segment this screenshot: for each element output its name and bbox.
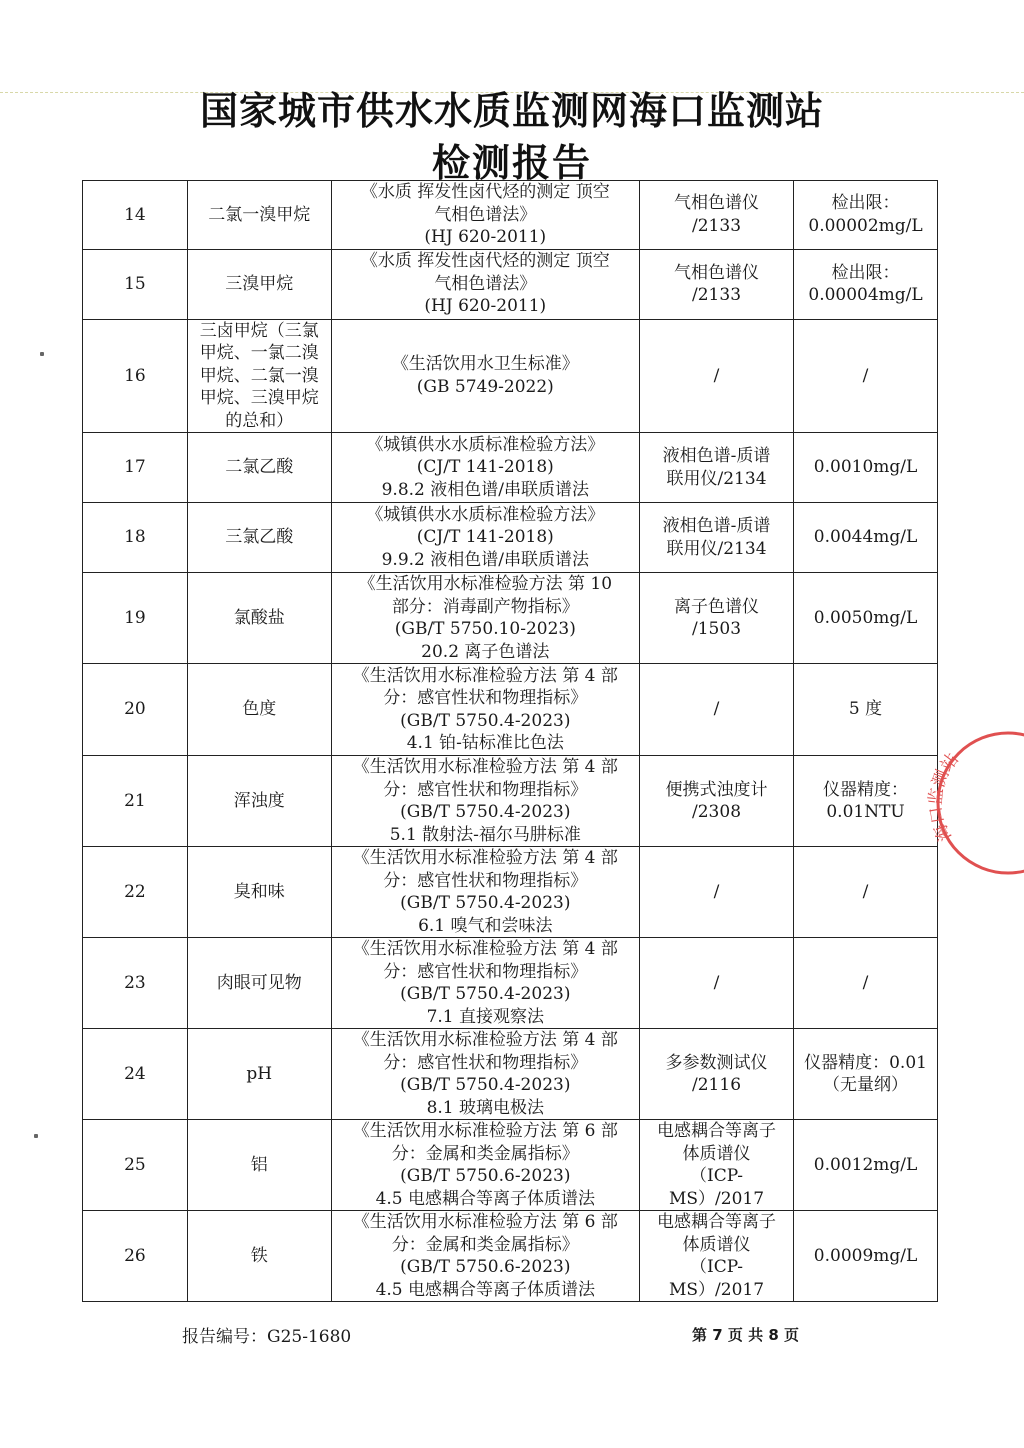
test-item-line: 三溴甲烷 bbox=[225, 273, 294, 294]
instrument-line: 体质谱仪 bbox=[682, 1143, 751, 1164]
test-item-line: 氯酸盐 bbox=[233, 607, 285, 628]
row-number-cell: 25 bbox=[83, 1120, 188, 1211]
instrument-cell bbox=[639, 847, 793, 938]
page-number: 第 7 页 共 8 页 bbox=[692, 1326, 799, 1344]
method-line: (CJ/T 141-2018) bbox=[416, 527, 554, 548]
method-cell bbox=[331, 319, 639, 433]
method-line: 8.1 玻璃电极法 bbox=[426, 1097, 545, 1118]
instrument-line: 液相色谱-质谱 bbox=[662, 446, 771, 466]
method-line: 气相色谱法》 bbox=[434, 273, 537, 294]
detection-limit-line: 0.0012mg/L bbox=[813, 1154, 918, 1175]
method-line: (GB/T 5750.6-2023) bbox=[400, 1166, 571, 1186]
detection-limit-line: 0.0044mg/L bbox=[813, 527, 918, 548]
method-cell bbox=[331, 181, 639, 250]
row-number-cell: 18 bbox=[83, 503, 188, 573]
method-cell bbox=[331, 938, 639, 1029]
test-item-line: 臭和味 bbox=[233, 881, 285, 902]
method-line: 4.1 铂-钴标准比色法 bbox=[406, 733, 564, 753]
instrument-cell bbox=[639, 756, 793, 847]
test-item-cell bbox=[187, 938, 331, 1029]
detection-limit-line: 0.01NTU bbox=[826, 802, 905, 822]
method-line: 《水质 挥发性卤代烃的测定 顶空 bbox=[360, 182, 610, 202]
method-cell bbox=[331, 503, 639, 573]
table-row bbox=[83, 756, 938, 847]
instrument-line: /1503 bbox=[692, 619, 742, 639]
detection-limit-cell bbox=[794, 503, 938, 573]
table-row bbox=[83, 847, 938, 938]
test-methods-table bbox=[82, 180, 938, 1302]
method-line: 分：金属和类金属指标》 bbox=[391, 1143, 579, 1164]
detection-limit-line: 0.00002mg/L bbox=[808, 215, 923, 236]
test-item-line: 三卤甲烷（三氯 bbox=[199, 320, 319, 341]
method-line: 《水质 挥发性卤代烃的测定 顶空 bbox=[360, 251, 610, 272]
method-cell bbox=[331, 1120, 639, 1211]
method-line: 4.5 电感耦合等离子体质谱法 bbox=[375, 1279, 596, 1300]
row-number-cell: 15 bbox=[83, 249, 188, 319]
instrument-line: （ICP-MS）/2017 bbox=[669, 1166, 765, 1209]
method-line: 《城镇供水水质标准检验方法》 bbox=[366, 434, 605, 455]
method-line: 《生活饮用水标准检验方法 第 4 部 bbox=[352, 848, 618, 868]
method-line: 7.1 直接观察法 bbox=[426, 1006, 545, 1027]
detection-limit-line: （无量纲） bbox=[823, 1075, 909, 1095]
method-line: (GB/T 5750.4-2023) bbox=[400, 893, 571, 913]
method-line: (GB/T 5750.4-2023) bbox=[400, 710, 571, 731]
detection-limit-line: 检出限： bbox=[831, 262, 900, 283]
detection-limit-cell bbox=[794, 1029, 938, 1120]
instrument-cell bbox=[639, 1120, 793, 1211]
test-item-line: 的总和） bbox=[225, 410, 294, 431]
method-line: 9.8.2 液相色谱/串联质谱法 bbox=[381, 479, 589, 500]
test-item-cell bbox=[187, 249, 331, 319]
instrument-cell bbox=[639, 573, 793, 664]
detection-limit-line: 0.0010mg/L bbox=[813, 457, 918, 478]
instrument-line: 液相色谱-质谱 bbox=[662, 516, 771, 536]
test-item-line: 二氯一溴甲烷 bbox=[208, 204, 311, 225]
table-row bbox=[83, 433, 938, 503]
test-item-cell bbox=[187, 756, 331, 847]
test-item-line: 甲烷、一氯二溴 bbox=[199, 343, 319, 363]
method-line: (CJ/T 141-2018) bbox=[416, 457, 554, 478]
instrument-cell bbox=[639, 1211, 793, 1302]
method-line: 4.5 电感耦合等离子体质谱法 bbox=[375, 1188, 596, 1209]
test-item-cell bbox=[187, 319, 331, 433]
method-cell bbox=[331, 1029, 639, 1120]
instrument-line: 联用仪/2134 bbox=[666, 468, 767, 489]
method-line: 分：金属和类金属指标》 bbox=[391, 1234, 579, 1255]
test-item-cell bbox=[187, 664, 331, 756]
instrument-line: 电感耦合等离子 bbox=[657, 1212, 777, 1232]
test-item-line: 甲烷、三溴甲烷 bbox=[199, 388, 319, 408]
row-number-cell: 19 bbox=[83, 573, 188, 664]
official-seal-stamp bbox=[925, 718, 1024, 888]
detection-limit-line: 0.0050mg/L bbox=[813, 607, 918, 628]
method-line: 分：感官性状和物理指标》 bbox=[383, 1052, 588, 1073]
instrument-line: /2133 bbox=[692, 215, 742, 236]
instrument-cell bbox=[639, 181, 793, 250]
detection-limit-line: 仪器精度： bbox=[823, 779, 909, 800]
detection-limit-line: / bbox=[862, 365, 869, 386]
method-cell bbox=[331, 249, 639, 319]
method-line: 《生活饮用水标准检验方法 第 4 部 bbox=[352, 665, 618, 686]
table-row bbox=[83, 664, 938, 756]
row-number-cell: 26 bbox=[83, 1211, 188, 1302]
method-line: 《生活饮用水标准检验方法 第 4 部 bbox=[352, 1030, 618, 1050]
test-item-line: pH bbox=[246, 1063, 273, 1084]
row-number-cell: 22 bbox=[83, 847, 188, 938]
test-item-line: 铁 bbox=[250, 1245, 268, 1266]
detection-limit-line: 0.00004mg/L bbox=[808, 285, 923, 305]
method-line: 《生活饮用水标准检验方法 第 4 部 bbox=[352, 939, 618, 959]
instrument-line: 联用仪/2134 bbox=[666, 538, 767, 559]
instrument-line: /2116 bbox=[692, 1075, 742, 1095]
detection-limit-cell bbox=[794, 756, 938, 847]
row-number-cell: 14 bbox=[83, 181, 188, 250]
instrument-line: /2133 bbox=[692, 285, 742, 305]
table-row bbox=[83, 1211, 938, 1302]
method-cell bbox=[331, 664, 639, 756]
method-line: (HJ 620-2011) bbox=[424, 227, 547, 247]
method-line: 5.1 散射法-福尔马肼标准 bbox=[389, 824, 581, 845]
test-item-cell bbox=[187, 573, 331, 664]
method-cell bbox=[331, 1211, 639, 1302]
table-row bbox=[83, 573, 938, 664]
row-number-cell: 16 bbox=[83, 319, 188, 433]
instrument-line: / bbox=[713, 365, 720, 386]
instrument-line: / bbox=[713, 972, 720, 993]
table-body bbox=[83, 181, 938, 1302]
instrument-cell bbox=[639, 249, 793, 319]
method-line: 部分：消毒副产物指标》 bbox=[391, 596, 579, 617]
instrument-line: （ICP-MS）/2017 bbox=[669, 1257, 765, 1300]
instrument-line: 气相色谱仪 bbox=[674, 262, 760, 283]
instrument-cell bbox=[639, 433, 793, 503]
instrument-line: 多参数测试仪 bbox=[665, 1052, 768, 1073]
test-item-cell bbox=[187, 433, 331, 503]
detection-limit-cell bbox=[794, 433, 938, 503]
table-row bbox=[83, 1120, 938, 1211]
detection-limit-cell bbox=[794, 573, 938, 664]
test-item-cell bbox=[187, 503, 331, 573]
instrument-line: /2308 bbox=[692, 802, 742, 822]
test-item-cell bbox=[187, 181, 331, 250]
method-line: 《生活饮用水标准检验方法 第 6 部 bbox=[352, 1212, 618, 1232]
row-number-cell: 17 bbox=[83, 433, 188, 503]
detection-limit-cell bbox=[794, 938, 938, 1029]
instrument-cell bbox=[639, 938, 793, 1029]
method-line: (HJ 620-2011) bbox=[424, 296, 547, 317]
test-item-cell bbox=[187, 1211, 331, 1302]
method-line: 分：感官性状和物理指标》 bbox=[383, 688, 588, 708]
instrument-cell bbox=[639, 319, 793, 433]
method-line: 气相色谱法》 bbox=[434, 204, 537, 225]
method-line: 分：感官性状和物理指标》 bbox=[383, 870, 588, 891]
test-item-line: 三氯乙酸 bbox=[225, 527, 294, 548]
instrument-cell bbox=[639, 503, 793, 573]
detection-limit-cell bbox=[794, 847, 938, 938]
seal-text: 海口监测站 bbox=[925, 749, 964, 845]
test-item-cell bbox=[187, 1120, 331, 1211]
detection-limit-cell bbox=[794, 664, 938, 756]
report-number: 报告编号：G25-1680 bbox=[182, 1327, 352, 1347]
detection-limit-line: 检出限： bbox=[831, 193, 900, 214]
method-line: 《城镇供水水质标准检验方法》 bbox=[366, 504, 605, 525]
row-number-cell: 21 bbox=[83, 756, 188, 847]
row-number-cell: 24 bbox=[83, 1029, 188, 1120]
method-line: 分：感官性状和物理指标》 bbox=[383, 779, 588, 800]
test-item-line: 甲烷、二氯一溴 bbox=[199, 365, 319, 386]
method-line: 《生活饮用水卫生标准》 bbox=[391, 354, 579, 375]
detection-limit-cell bbox=[794, 1120, 938, 1211]
test-item-line: 浑浊度 bbox=[233, 790, 285, 811]
detection-limit-line: / bbox=[862, 972, 869, 993]
instrument-cell bbox=[639, 1029, 793, 1120]
method-cell bbox=[331, 573, 639, 664]
row-number-cell: 23 bbox=[83, 938, 188, 1029]
scan-speck bbox=[34, 1134, 38, 1138]
detection-limit-cell bbox=[794, 1211, 938, 1302]
table-row bbox=[83, 181, 938, 250]
method-line: 6.1 嗅气和尝味法 bbox=[418, 915, 553, 936]
scan-speck bbox=[40, 352, 44, 356]
method-line: (GB/T 5750.4-2023) bbox=[400, 1075, 571, 1095]
instrument-line: 便携式浊度计 bbox=[665, 779, 768, 800]
instrument-line: / bbox=[713, 881, 720, 902]
test-item-line: 铝 bbox=[250, 1154, 268, 1175]
method-line: 20.2 离子色谱法 bbox=[421, 641, 550, 662]
table-row bbox=[83, 503, 938, 573]
method-line: 《生活饮用水标准检验方法 第 10 bbox=[358, 574, 613, 594]
method-cell bbox=[331, 847, 639, 938]
detection-limit-cell bbox=[794, 249, 938, 319]
detection-limit-line: 0.0009mg/L bbox=[813, 1245, 918, 1266]
method-cell bbox=[331, 433, 639, 503]
table-row bbox=[83, 1029, 938, 1120]
detection-limit-cell bbox=[794, 319, 938, 433]
instrument-line: 电感耦合等离子 bbox=[657, 1121, 777, 1141]
method-line: 《生活饮用水标准检验方法 第 4 部 bbox=[352, 757, 618, 777]
test-item-line: 肉眼可见物 bbox=[216, 972, 302, 993]
method-line: (GB/T 5750.4-2023) bbox=[400, 984, 571, 1004]
method-line: (GB/T 5750.6-2023) bbox=[400, 1257, 571, 1277]
method-line: 9.9.2 液相色谱/串联质谱法 bbox=[381, 549, 589, 570]
table-row bbox=[83, 938, 938, 1029]
method-line: 《生活饮用水标准检验方法 第 6 部 bbox=[352, 1121, 618, 1141]
detection-limit-line: / bbox=[862, 881, 869, 902]
method-cell bbox=[331, 756, 639, 847]
instrument-line: 离子色谱仪 bbox=[674, 596, 760, 617]
method-line: (GB/T 5750.10-2023) bbox=[394, 619, 576, 639]
row-number-cell: 20 bbox=[83, 664, 188, 756]
method-line: (GB/T 5750.4-2023) bbox=[400, 802, 571, 822]
detection-limit-line: 5 度 bbox=[848, 699, 883, 720]
detection-limit-cell bbox=[794, 181, 938, 250]
test-item-cell bbox=[187, 847, 331, 938]
test-item-line: 二氯乙酸 bbox=[225, 457, 294, 478]
instrument-line: 气相色谱仪 bbox=[674, 193, 760, 214]
instrument-cell bbox=[639, 664, 793, 756]
table-row bbox=[83, 249, 938, 319]
table-row bbox=[83, 319, 938, 433]
instrument-line: / bbox=[713, 699, 720, 720]
report-title: 国家城市供水水质监测网海口监测站 bbox=[199, 89, 824, 133]
instrument-line: 体质谱仪 bbox=[682, 1234, 751, 1255]
method-line: 分：感官性状和物理指标》 bbox=[383, 961, 588, 982]
test-item-cell bbox=[187, 1029, 331, 1120]
report-subtitle: 检测报告 bbox=[431, 141, 592, 185]
test-item-line: 色度 bbox=[242, 699, 277, 720]
detection-limit-line: 仪器精度：0.01 bbox=[804, 1052, 927, 1073]
method-line: (GB 5749-2022) bbox=[416, 376, 554, 397]
